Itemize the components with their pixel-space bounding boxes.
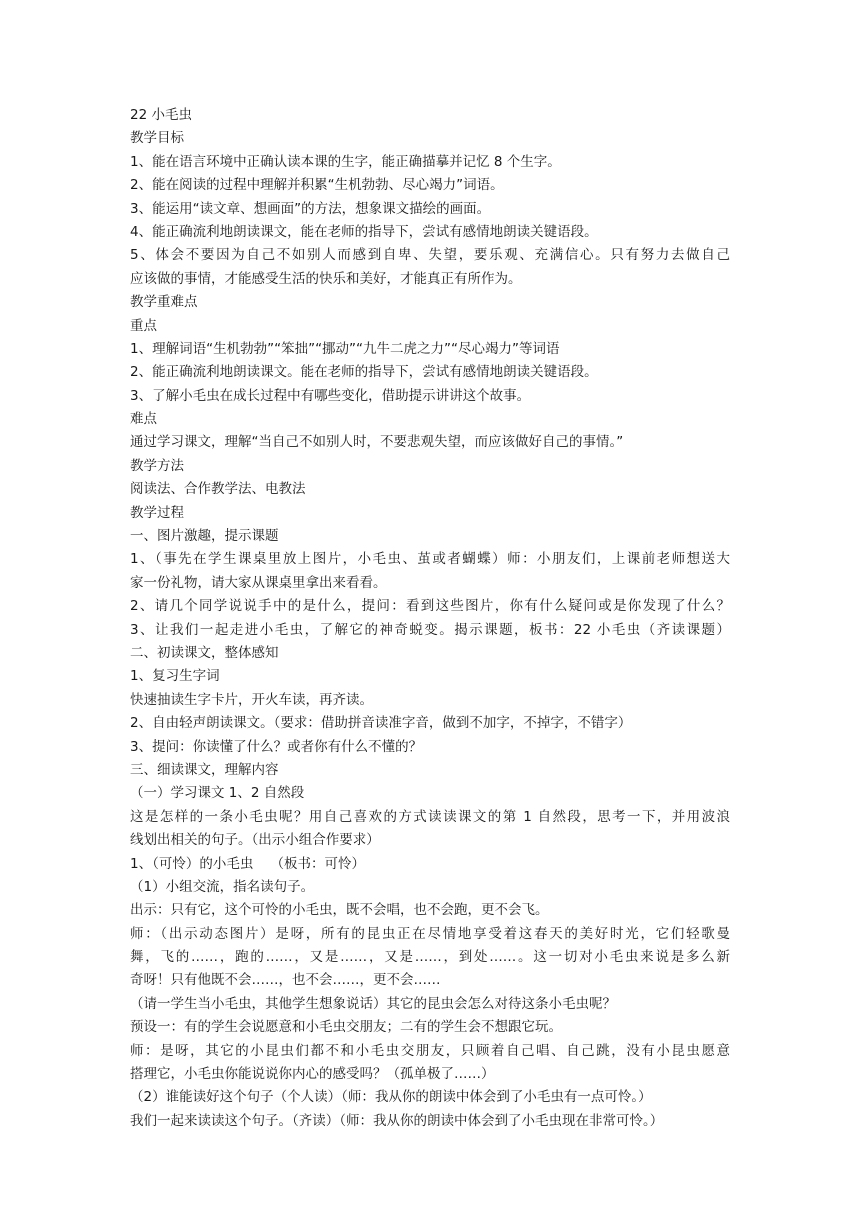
goal-item-4: 4、能正确流利地朗读课文，能在老师的指导下，尝试有感情地朗读关键语段。 <box>130 223 598 240</box>
process-paragraph-cont: 线划出相关的句子。（出示小组合作要求） <box>130 832 380 849</box>
process-paragraph: 2、请几个同学说说手中的是什么，提问：看到这些图片，你有什么疑问或是你发现了什么？ <box>130 598 730 615</box>
process-paragraph: 1、复习生字词 <box>130 668 220 685</box>
process-paragraph: 预设一：有的学生会说愿意和小毛虫交朋友；二有的学生会不想跟它玩。 <box>130 1019 562 1036</box>
section-heading-key-difficult: 教学重难点 <box>130 294 198 311</box>
process-paragraph: 我们一起来读读这个句子。（齐读）（师：我从你的朗读中体会到了小毛虫现在非常可怜。） <box>130 1112 664 1129</box>
goal-item-2: 2、能在阅读的过程中理解并积累“生机勃勃、尽心竭力”词语。 <box>130 177 504 194</box>
process-paragraph-cont: 舞，飞的……，跑的……，又是……，又是……，到处……。这一切对小毛虫来说是多么新 <box>130 949 730 966</box>
process-paragraph: （1）小组交流，指名读句子。 <box>130 878 315 895</box>
process-paragraph: 师：（出示动态图片）是呀，所有的昆虫正在尽情地享受着这春天的美好时光，它们轻歌曼 <box>130 925 730 942</box>
section-heading-goals: 教学目标 <box>130 130 184 147</box>
process-paragraph: 出示：只有它，这个可怜的小毛虫，既不会唱，也不会跑，更不会飞。 <box>130 902 549 919</box>
process-paragraph: 快速抽读生字卡片，开火车读，再齐读。 <box>130 691 373 708</box>
process-paragraph: 1、（事先在学生课桌里放上图片，小毛虫、茧或者蝴蝶）师：小朋友们，上课前老师想送大 <box>130 551 730 568</box>
process-paragraph: 2、自由轻声朗读课文。（要求：借助拼音读准字音，做到不加字，不掉字，不错字） <box>130 715 632 732</box>
lesson-title: 22 小毛虫 <box>130 107 192 123</box>
document-body <box>130 104 730 1133</box>
process-step-2-heading: 二、初读课文，整体感知 <box>130 644 279 661</box>
goal-item-3: 3、能运用“读文章、想画面”的方法，想象课文描绘的画面。 <box>130 200 491 217</box>
goal-item-5: 5、体会不要因为自己不如别人而感到自卑、失望，要乐观、充满信心。只有努力去做自己 <box>130 247 730 264</box>
process-paragraph: 3、让我们一起走进小毛虫，了解它的神奇蜕变。揭示课题，板书：22 小毛虫（齐读课题） <box>130 621 730 638</box>
key-item-2: 2、能正确流利地朗读课文。能在老师的指导下，尝试有感情地朗读关键语段。 <box>130 364 598 381</box>
section-heading-process: 教学过程 <box>130 504 184 521</box>
subheading-key: 重点 <box>130 317 157 334</box>
goal-item-5-cont: 应该做的事情，才能感受生活的快乐和美好，才能真正有所作为。 <box>130 270 522 287</box>
process-paragraph-cont: 家一份礼物，请大家从课桌里拿出来看看。 <box>130 574 387 591</box>
process-paragraph: 3、提问：你读懂了什么？或者你有什么不懂的？ <box>130 738 423 755</box>
section-heading-methods: 教学方法 <box>130 457 184 474</box>
key-item-1: 1、理解词语“生机勃勃”“笨拙”“挪动”“九牛二虎之力”“尽心竭力”等词语 <box>130 340 560 357</box>
process-subheading: （一）学习课文 1、2 自然段 <box>130 785 305 802</box>
process-step-3-heading: 三、细读课文，理解内容 <box>130 761 279 778</box>
process-paragraph: （请一学生当小毛虫，其他学生想象说话）其它的昆虫会怎么对待这条小毛虫呢？ <box>130 995 616 1012</box>
process-paragraph: 这是怎样的一条小毛虫呢？用自己喜欢的方式读读课文的第 1 自然段，思考一下，并用波浪 <box>130 808 730 825</box>
methods-text: 阅读法、合作教学法、电教法 <box>130 481 306 498</box>
process-paragraph: 1、（可怜）的小毛虫 （板书：可怜） <box>130 855 366 872</box>
process-paragraph-cont: 奇呀！只有他既不会……，也不会……，更不会…… <box>130 972 441 989</box>
process-step-1-heading: 一、图片激趣，提示课题 <box>130 528 279 545</box>
goal-item-1: 1、能在语言环境中正确认读本课的生字，能正确描摹并记忆 8 个生字。 <box>130 153 561 170</box>
difficult-item: 通过学习课文，理解“当自己不如别人时，不要悲观失望，而应该做好自己的事情。” <box>130 434 624 451</box>
key-item-3: 3、了解小毛虫在成长过程中有哪些变化，借助提示讲讲这个故事。 <box>130 387 531 404</box>
process-paragraph: （2）谁能读好这个句子（个人读）（师：我从你的朗读中体会到了小毛虫有一点可怜。） <box>130 1089 652 1106</box>
process-paragraph-cont: 搭理它，小毛虫你能说说你内心的感受吗？（孤单极了……） <box>130 1066 495 1083</box>
subheading-difficult: 难点 <box>130 411 157 428</box>
process-paragraph: 师：是呀，其它的小昆虫们都不和小毛虫交朋友，只顾着自己唱、自己跳，没有小昆虫愿意 <box>130 1042 730 1059</box>
